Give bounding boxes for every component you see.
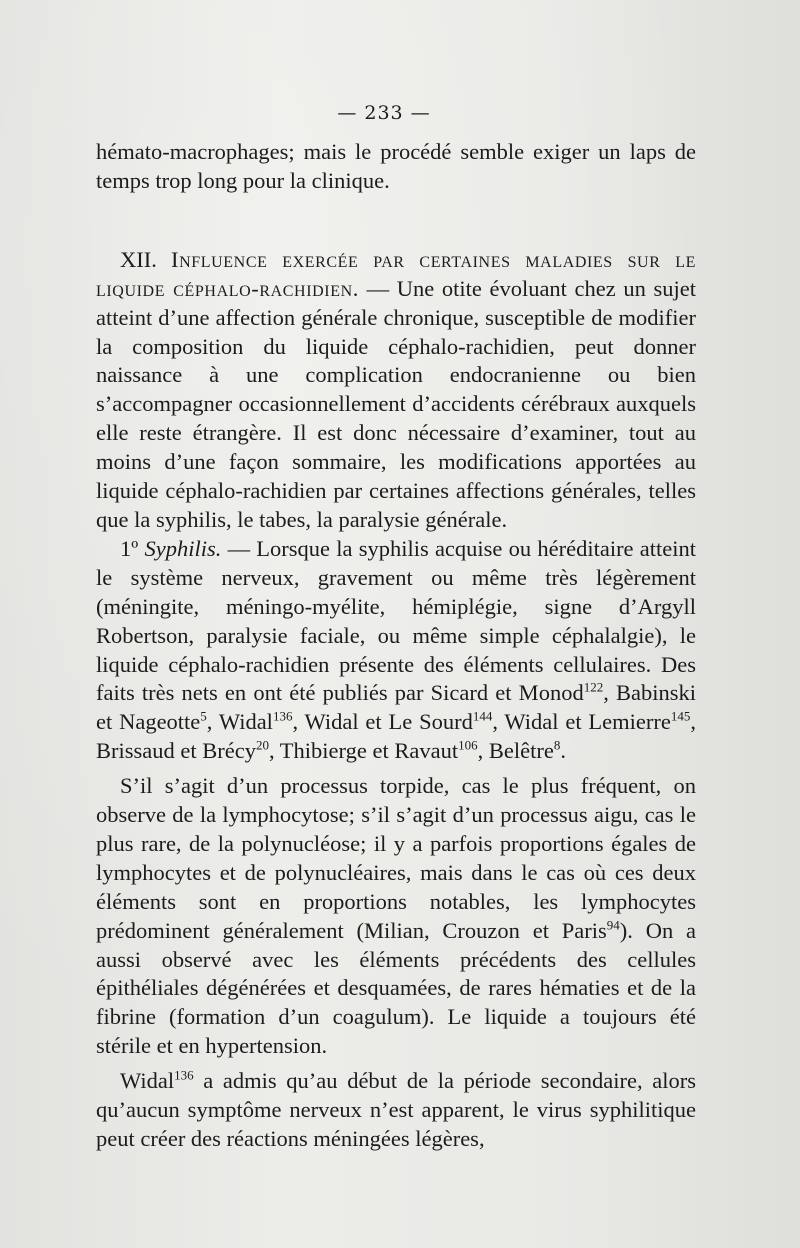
paragraph-text: , Belêtre [477, 738, 554, 764]
reference-number: 20 [255, 737, 269, 753]
paragraph-text: , Widal [206, 709, 273, 735]
widal-paragraph [96, 1067, 696, 1154]
paragraph-text: S’il s’agit d’un processus torpide, cas le plus fréquent, on observe de la lymphocytose; s’il s’agit d’un processus aigu, cas le plus rare, de la polynucléose; il y a parfois proportions égales de lymphocytes et de polynucléaires, mais dans le cas où ces deux éléments sont en proportions notables, les lymphocytes prédominent généralement (Milian, Crouzon et Paris [96, 773, 696, 943]
reference-number: 136 [272, 708, 293, 724]
reference-number: 144 [472, 708, 493, 724]
paragraph-text: Widal [120, 1068, 175, 1094]
item-title: Syphilis. [144, 535, 222, 561]
reference-number: 136 [174, 1067, 194, 1083]
paragraph-text: a admis qu’au début de la période secondaire, alors qu’aucun symptôme nerveux n’est apparent, le virus syphilitique peut créer des réactions méningées légères, [96, 1068, 696, 1151]
reference-number: 106 [458, 737, 478, 753]
reference-number: 145 [670, 708, 691, 724]
syphilis-paragraph [96, 535, 696, 766]
paragraph-text: — Lorsque la syphilis acquise ou héréditaire atteint le système nerveux, gravement ou même très légèrement (méningite, méningo-myélite, hémiplégie, signe d’Argyll Robertson, paralysie faciale, ou même simple céphalalgie), le liquide céphalo-rachidien présente des éléments cellulaires. Des faits très nets en ont été publiés par Sicard et Monod [96, 535, 696, 706]
paragraph-text: hémato-macrophages; mais le procédé semble exiger un laps de temps trop long pour la clinique. [96, 139, 696, 193]
section-number: XII. [120, 246, 157, 272]
section-heading: Influence exercée par certaines maladies sur le liquide céphalo-rachidien. [96, 246, 696, 301]
page-number: — 233 — [337, 102, 431, 124]
reference-number: 122 [583, 679, 604, 695]
section-xii-paragraph [96, 246, 696, 535]
reference-number: 8 [553, 737, 561, 753]
reference-number: 94 [606, 917, 620, 933]
paragraph-text: , Widal et Le Sourd [292, 709, 473, 735]
paragraph-text: . [560, 738, 566, 764]
reference-number: 5 [200, 708, 207, 724]
paragraph-text: , Thibierge et Ravaut [268, 738, 459, 764]
lymphocytosis-paragraph [96, 772, 696, 1061]
paragraph-text: , Babinski et Nageotte [96, 680, 696, 735]
paragraph-text: — Une otite évoluant chez un sujet atteint d’une affection générale chronique, susceptible de modifier la composition du liquide céphalo-rachidien, peut donner naissance à une complication endocranienne ou bien s’accompagner occasionnellement d’accidents cérébraux auxquels elle reste étrangère. Il est donc nécessaire d’examiner, tout au moins d’une façon sommaire, les modifications apportées au liquide céphalo-rachidien par certaines affections générales, telles que la syphilis, le tabes, la paralysie générale. [96, 275, 697, 532]
body-text [96, 138, 696, 1154]
paragraph-text: , Widal et Lemierre [492, 709, 671, 735]
paragraph-continuation [96, 138, 696, 196]
item-number: 1º [120, 535, 139, 561]
paragraph-text: , Brissaud et Brécy [96, 709, 696, 764]
paragraph-text: ). On a aussi observé avec les éléments précédents des cellules épithéliales dégénérées et desquamées, de rares hématies et de la fibrine (formation d’un coagulum). Le liquide a toujours été stérile et en hypertension. [96, 917, 696, 1059]
